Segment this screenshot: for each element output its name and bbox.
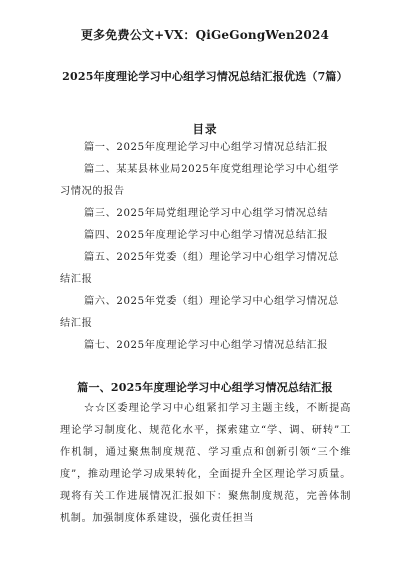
- table-of-contents: [60, 137, 350, 357]
- toc-item-continuation: 结汇报: [60, 274, 93, 285]
- section-title: 篇一、2025年度理论学习中心组学习情况总结汇报: [77, 381, 333, 394]
- toc-item-text: 篇六、2025年党委（组）理论学习中心组学习情况总: [84, 296, 339, 307]
- toc-item-2[interactable]: [60, 159, 350, 203]
- toc-item-continuation: 习情况的报告: [60, 186, 125, 197]
- toc-item-1[interactable]: [60, 137, 350, 159]
- toc-item-text: 篇三、2025年局党组理论学习中心组学习情况总结: [84, 208, 329, 219]
- toc-item-continuation: 结汇报: [60, 318, 93, 329]
- toc-item-5[interactable]: [60, 247, 350, 291]
- promo-header: 更多免费公文+VX：QiGeGongWen2024: [80, 28, 330, 42]
- document-title: 2025年度理论学习中心组学习情况总结汇报优选（7篇）: [62, 70, 348, 83]
- toc-item-text: 篇七、2025年度理论学习中心组学习情况总结汇报: [84, 340, 329, 351]
- toc-item-text: 篇一、2025年度理论学习中心组学习情况总结汇报: [84, 142, 329, 153]
- toc-item-text: 篇五、2025年党委（组）理论学习中心组学习情况总: [84, 252, 339, 263]
- toc-item-3[interactable]: [60, 203, 350, 225]
- toc-item-6[interactable]: [60, 291, 350, 335]
- toc-item-7[interactable]: [60, 335, 350, 357]
- toc-item-text: 篇四、2025年度理论学习中心组学习情况总结汇报: [84, 230, 329, 241]
- toc-item-text: 篇二、某某县林业局2025年度党组理论学习中心组学: [84, 164, 339, 175]
- body-paragraph: ☆☆区委理论学习中心组紧扣学习主题主线，不断提高理论学习制度化、规范化水平，探索建立“学、调、研转”工作机制，通过聚焦制度规范、学习重点和创新引领“三个维度”，推动理论学习成果转化，全面提升全区理论学习质量。现将有关工作进展情况汇报如下：聚焦制度规范，完善体制机制。加强制度体系建设，强化责任担当: [60, 403, 351, 524]
- toc-heading: 目录: [192, 122, 218, 136]
- toc-item-4[interactable]: [60, 225, 350, 247]
